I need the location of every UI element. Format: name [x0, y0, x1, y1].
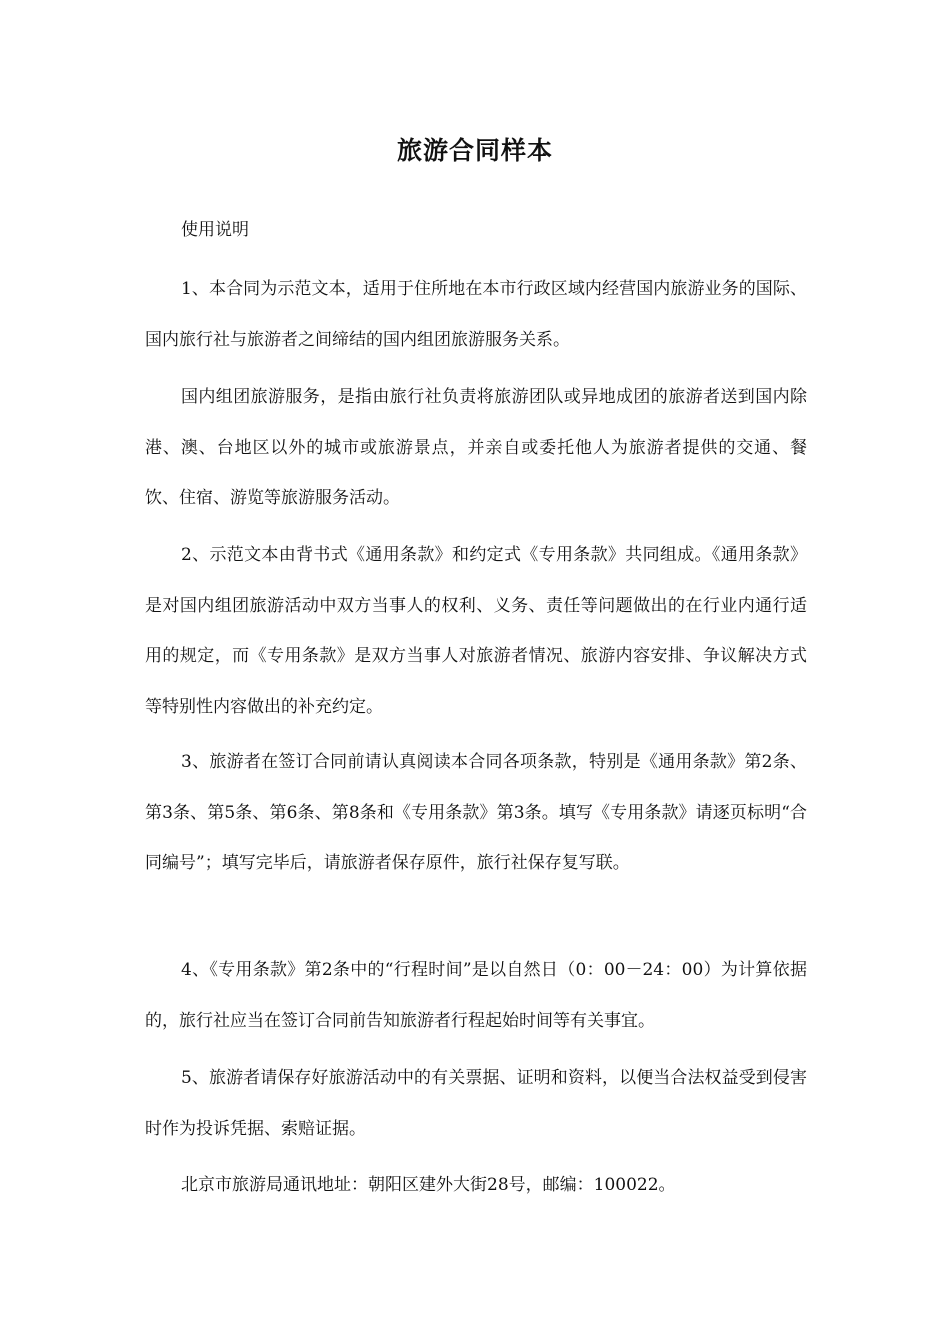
paragraph-definition: 国内组团旅游服务，是指由旅行社负责将旅游团队或异地成团的旅游者送到国内除港、澳、台地区以外的城市或旅游景点，并亲自或委托他人为旅游者提供的交通、餐饮、住宿、游览等旅游服务活动。 [145, 387, 807, 508]
paragraph-address: 北京市旅游局通讯地址：朝阳区建外大街28号，邮编：100022。 [181, 1175, 676, 1195]
document-title: 旅游合同样本 [396, 136, 553, 165]
paragraph-scope: 1、本合同为示范文本，适用于住所地在本市行政区域内经营国内旅游业务的国际、国内旅行社与旅游者之间缔结的国内组团旅游服务关系。 [145, 279, 807, 350]
paragraph-keep-records: 5、旅游者请保存好旅游活动中的有关票据、证明和资料，以便当合法权益受到侵害时作为投诉凭据、索赔证据。 [145, 1068, 807, 1139]
paragraph-reading-notice: 3、旅游者在签订合同前请认真阅读本合同各项条款，特别是《通用条款》第2条、第3条、第5条、第6条、第8条和《专用条款》第3条。填写《专用条款》请逐页标明“合同编号”；填写完毕后，请旅游者保存原件，旅行社保存复写联。 [145, 752, 807, 873]
paragraph-itinerary-time: 4、《专用条款》第2条中的“行程时间”是以自然日（0：00－24：00）为计算依据的，旅行社应当在签订合同前告知旅游者行程起始时间等有关事宜。 [145, 960, 807, 1031]
paragraph-composition: 2、示范文本由背书式《通用条款》和约定式《专用条款》共同组成。《通用条款》是对国内组团旅游活动中双方当事人的权利、义务、责任等问题做出的在行业内通行适用的规定，而《专用条款》是双方当事人对旅游者情况、旅游内容安排、争议解决方式等特别性内容做出的补充约定。 [145, 545, 807, 717]
usage-heading: 使用说明 [181, 220, 249, 240]
